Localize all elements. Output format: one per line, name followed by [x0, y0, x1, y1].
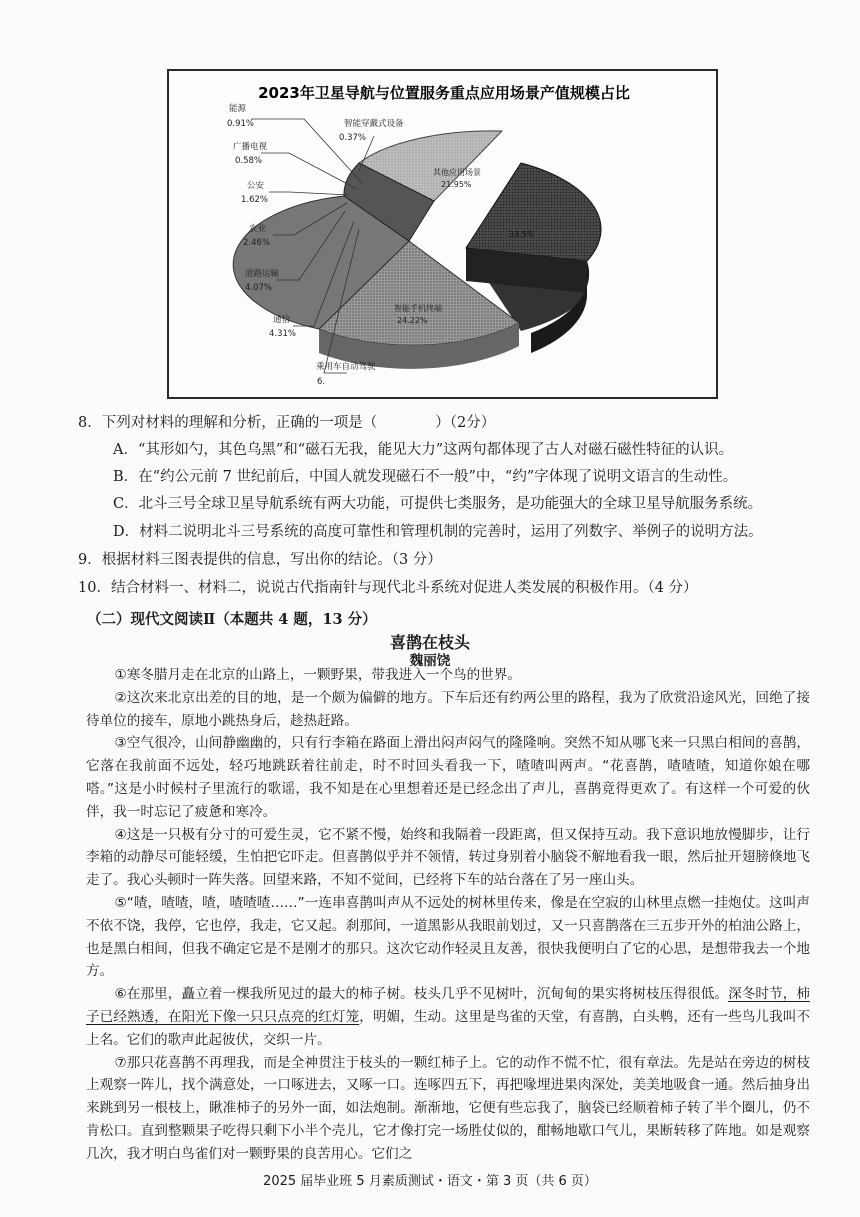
paragraph-2: ②这次来北京出差的目的地，是一个颇为偏僻的地方。下车后还有约两公里的路程，我为了欣赏沿途风光，回绝了接待单位的接车，原地小跳热身后，趁热赶路。 [86, 689, 810, 729]
question-8-option-b: B．在“约公元前 7 世纪前后，中国人就发现磁石不一般”中，“约”字体现了说明文语言的生动性。 [113, 469, 738, 485]
paragraph-5: ⑤“喳，喳喳，喳，喳喳喳……”一连串喜鹊叫声从不远处的树林里传来，像是在空寂的山林里点燃一挂炮仗。这叫声不依不饶，我停，它也停，我走，它又起。刹那间，一道黑影从我眼前划过，又一只喜鹊落在三五步开外的柏油公路上，也是黑白相间，但我不确定它是不是刚才的那只。这次它动作轻灵且友善，很快我便明白了它的心思，是想带我去一个地方。 [86, 894, 810, 980]
label-name-4: 农业 [249, 224, 267, 234]
article-body [86, 664, 810, 1166]
page-footer: 2025 届毕业班 5 月素质测试・语文・第 3 页（共 6 页） [263, 1174, 597, 1189]
label-name-5: 道路运输 [245, 269, 280, 279]
question-9: 9．根据材料三图表提供的信息，写出你的结论。（3 分） [78, 552, 442, 568]
label-name-7: 乘用车自动驾驶 [316, 362, 376, 372]
section-heading: （二）现代文阅读Ⅱ（本题共 4 题，13 分） [87, 611, 377, 628]
inner-value-1: 21.95% [441, 180, 472, 189]
question-8-option-c: C．北斗三号全球卫星导航系统有两大功能，可提供七类服务，是功能强大的全球卫星导航服务系统。 [113, 496, 763, 512]
question-10: 10．结合材料一、材料二，说说古代指南针与现代北斗系统对促进人类发展的积极作用。（4 分） [78, 580, 698, 596]
label-name-2: 广播电视 [233, 142, 268, 152]
paragraph-6-start: ⑥在那里，矗立着一棵我所见过的最大的柿子树。枝头几乎不见树叶，沉甸甸的果实将树枝压得很低。 [114, 986, 729, 1003]
underlined-sentence: 深冬时节，柿子已经熟透，在阳光下像一只只点亮的红灯笼 [86, 986, 810, 1025]
label-value-4: 2.46% [243, 238, 271, 248]
paragraph-1: ①寒冬腊月走在北京的山路上，一颗野果，带我进入一个鸟的世界。 [114, 667, 521, 683]
label-value-5: 4.07% [245, 283, 273, 293]
label-name-0: 能源 [229, 104, 247, 114]
inner-value-2: 24.22% [397, 316, 428, 325]
paragraph-3: ③空气很冷，山间静幽幽的，只有行李箱在路面上滑出闷声闷气的隆隆响。突然不知从哪飞来一只黑白相间的喜鹊，它落在我前面不远处，轻巧地跳跃着往前走，时不时回头看我一下，喳喳叫两声。“花喜鹊，喳喳喳，知道你娘在哪嗒。”这是小时候村子里流行的歌谣，我不知是在心里想着还是已经念出了声儿，喜鹊竟得更欢了。有这样一个可爱的伙伴，我一时忘记了疲惫和寒冷。 [86, 735, 810, 820]
article-title: 喜鹊在枝头 [389, 633, 470, 652]
label-name-3: 公安 [247, 181, 265, 191]
label-name-6: 通信 [273, 315, 291, 325]
label-name-1: 智能穿戴式设备 [344, 119, 404, 129]
label-value-7: 6. [317, 377, 326, 387]
pie-chart [169, 71, 720, 401]
paragraph-6-end: ，明媚，生动。这里是鸟雀的天堂，有喜鹊，白头鹎，还有一些鸟儿我叫不上名。它们的歌声此起彼伏，交织一片。 [86, 1008, 810, 1048]
question-8-option-d: D．材料二说明北斗三号系统的高度可靠性和管理机制的完善时，运用了列数字、举例子的说明方法。 [113, 524, 763, 540]
paragraph-6 [86, 983, 810, 1051]
label-value-2: 0.58% [235, 156, 263, 166]
inner-label-1: 其他应用场景 [433, 168, 481, 177]
pie-chart-frame [167, 69, 718, 399]
paragraph-4: ④这是一只极有分寸的可爱生灵，它不紧不慢，始终和我隔着一段距离，但又保持互动。我下意识地放慢脚步，让行李箱的动静尽可能轻缓，生怕把它吓走。但喜鹊似乎并不领情，转过身别着小脑袋不解地看我一眼，然后扯开翅膀倏地飞走了。我心头顿时一阵失落。回望来路，不知不觉间，已经将下车的站台落在了另一座山头。 [86, 826, 810, 889]
label-value-3: 1.62% [241, 195, 269, 205]
inner-value-3: 33.5% [509, 230, 535, 239]
paragraph-7: ⑦那只花喜鹊不再理我，而是全神贯注于枝头的一颗红柿子上。它的动作不慌不忙，很有章法。先是站在旁边的树枝上观察一阵儿，找个满意处，一口啄进去，又啄一口。连啄四五下，再把喙埋进果肉深处，美美地吸食一通。然后抽身出来跳到另一根枝上，瞅准柿子的另外一面，如法炮制。渐渐地，它便有些忘我了，脑袋已经顺着柿子转了半个圈儿，仍不肯松口。直到整颗果子吃得只剩下小半个壳儿，它才像打完一场胜仗似的，酣畅地歇口气儿，果断转移了阵地。如是观察几次，我才明白鸟雀们对一颗野果的良苦用心。它们之 [86, 1054, 810, 1162]
inner-label-2: 智能手机终端 [394, 304, 442, 313]
label-value-0: 0.91% [227, 119, 255, 129]
question-8-option-a: A．“其形如勺，其色乌黑”和“磁石无我，能见大力”这两句都体现了古人对磁石磁性特征的认识。 [113, 442, 734, 458]
label-value-6: 4.31% [269, 329, 297, 339]
question-8: 8．下列对材料的理解和分析，正确的一项是（ ）（2分） [78, 415, 496, 431]
article-author: 魏丽饶 [409, 653, 451, 669]
label-value-1: 0.37% [339, 133, 367, 143]
chart-title: 2023年卫星导航与位置服务重点应用场景产值规模占比 [258, 84, 630, 102]
